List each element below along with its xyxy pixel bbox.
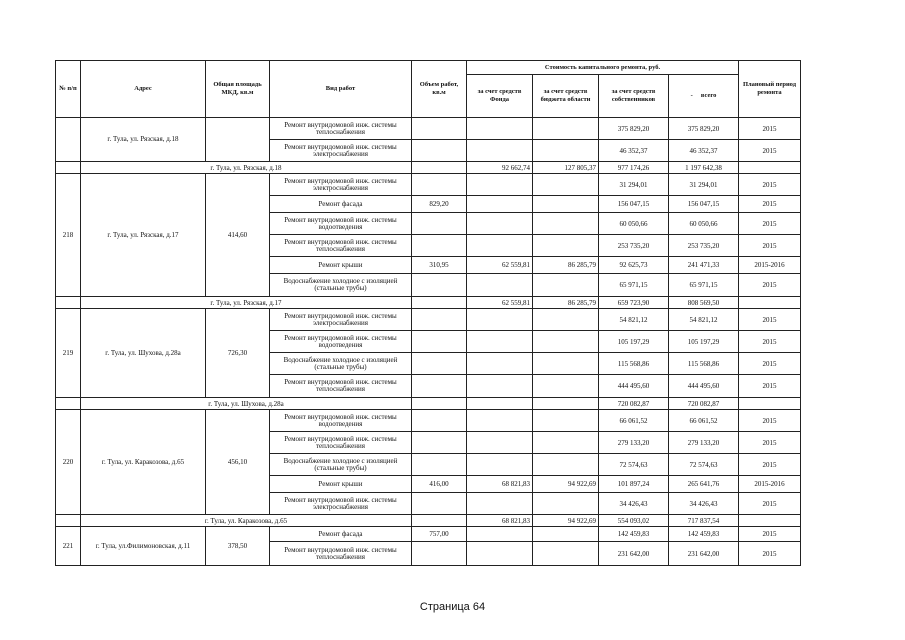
area-cell: 378,50 [206,527,270,566]
volume-cell: 310,95 [412,257,467,274]
owners-cost-cell: 46 352,37 [599,140,669,162]
work-type-cell: Ремонт внутридомовой инж. системы электроснабжения [270,493,412,515]
fund-cost-cell [467,309,533,331]
row-number: 220 [56,410,81,515]
fund-cost-cell [467,454,533,476]
volume-cell: 829,20 [412,196,467,213]
header-volume: Объем работ, кв.м [412,61,467,118]
work-type-cell: Ремонт внутридомовой инж. системы электроснабжения [270,174,412,196]
fund-cost-cell [467,331,533,353]
total-cost-cell: 253 735,20 [669,235,739,257]
region-cost-cell [533,375,599,398]
region-cost-cell [533,331,599,353]
region-cost-cell [533,174,599,196]
region-cost-cell [533,196,599,213]
fund-cost-cell [467,375,533,398]
total-cost-cell: 241 471,33 [669,257,739,274]
fund-cost-cell [467,542,533,566]
subtotal-volume-cell [412,515,467,527]
area-cell: 414,60 [206,174,270,297]
subtotal-fund [467,398,533,410]
area-cell: 456,10 [206,410,270,515]
period-cell: 2015 [739,375,801,398]
address-cell: г. Тула, ул. Рязская, д.17 [81,174,206,297]
header-region: за счет средств бюджета области [533,75,599,118]
header-fund: за счет средств Фонда [467,75,533,118]
subtotal-row [56,162,801,174]
period-cell: 2015 [739,331,801,353]
subtotal-owners: 659 723,90 [599,297,669,309]
subtotal-address: г. Тула, ул. Шухова, д.28а [81,398,412,410]
owners-cost-cell: 253 735,20 [599,235,669,257]
subtotal-address: г. Тула, ул. Рязская, д.17 [81,297,412,309]
header-total-cell [669,75,739,118]
work-type-cell: Водоснабжение холодное с изоляцией (стальные трубы) [270,454,412,476]
owners-cost-cell: 375 829,20 [599,118,669,140]
subtotal-total: 1 197 642,38 [669,162,739,174]
subtotal-period-cell [739,515,801,527]
subtotal-owners: 720 082,87 [599,398,669,410]
row-number: 219 [56,309,81,398]
row-number: 221 [56,527,81,566]
total-cost-cell: 105 197,29 [669,331,739,353]
work-type-cell: Ремонт внутридомовой инж. системы электроснабжения [270,309,412,331]
total-cost-cell: 231 642,00 [669,542,739,566]
fund-cost-cell [467,174,533,196]
subtotal-period-cell [739,398,801,410]
capital-repair-table [55,60,801,566]
period-cell: 2015 [739,410,801,432]
period-cell: 2015 [739,196,801,213]
period-cell: 2015 [739,309,801,331]
owners-cost-cell: 66 061,52 [599,410,669,432]
period-cell: 2015 [739,235,801,257]
subtotal-region: 86 285,79 [533,297,599,309]
owners-cost-cell: 279 133,20 [599,432,669,454]
period-cell: 2015 [739,353,801,375]
region-cost-cell [533,118,599,140]
subtotal-address: г. Тула, ул. Рязская, д.18 [81,162,412,174]
address-cell: г. Тула, ул. Рязская, д.18 [81,118,206,162]
total-cost-cell: 66 061,52 [669,410,739,432]
address-cell: г. Тула, ул. Шухова, д.28а [81,309,206,398]
subtotal-total: 720 082,87 [669,398,739,410]
subtotal-num-cell [56,398,81,410]
header-total: всего [700,92,717,99]
subtotal-volume-cell [412,297,467,309]
total-cost-cell: 65 971,15 [669,274,739,297]
period-cell: 2015 [739,432,801,454]
volume-cell: 757,00 [412,527,467,542]
work-type-cell: Ремонт внутридомовой инж. системы теплоснабжения [270,542,412,566]
header-owners: за счет средств собственников [599,75,669,118]
owners-cost-cell: 31 294,01 [599,174,669,196]
subtotal-fund: 62 559,81 [467,297,533,309]
total-cost-cell: 265 641,76 [669,476,739,493]
subtotal-total: 808 569,50 [669,297,739,309]
work-type-cell: Ремонт внутридомовой инж. системы теплоснабжения [270,118,412,140]
period-cell: 2015-2016 [739,476,801,493]
subtotal-region: 94 922,69 [533,515,599,527]
subtotal-row [56,398,801,410]
work-type-cell: Ремонт крыши [270,476,412,493]
volume-cell [412,375,467,398]
subtotal-volume-cell [412,398,467,410]
header-address: Адрес [81,61,206,118]
total-cost-cell: 444 495,60 [669,375,739,398]
subtotal-region: 127 805,37 [533,162,599,174]
owners-cost-cell: 105 197,29 [599,331,669,353]
fund-cost-cell [467,196,533,213]
period-cell: 2015 [739,140,801,162]
subtotal-period-cell [739,162,801,174]
work-type-cell: Ремонт фасада [270,196,412,213]
table-body [56,118,801,566]
region-cost-cell [533,353,599,375]
work-type-cell: Водоснабжение холодное с изоляцией (стальные трубы) [270,353,412,375]
work-type-cell: Ремонт внутридомовой инж. системы водоотведения [270,331,412,353]
owners-cost-cell: 34 426,43 [599,493,669,515]
fund-cost-cell [467,432,533,454]
work-type-cell: Ремонт внутридомовой инж. системы теплоснабжения [270,432,412,454]
subtotal-num-cell [56,162,81,174]
volume-cell [412,235,467,257]
fund-cost-cell [467,410,533,432]
owners-cost-cell: 142 459,83 [599,527,669,542]
period-cell: 2015 [739,454,801,476]
period-cell: 2015 [739,542,801,566]
owners-cost-cell: 156 047,15 [599,196,669,213]
total-cost-cell: 31 294,01 [669,174,739,196]
subtotal-fund: 68 821,83 [467,515,533,527]
work-type-cell: Ремонт фасада [270,527,412,542]
fund-cost-cell [467,527,533,542]
subtotal-volume-cell [412,162,467,174]
table-row [56,410,801,432]
work-type-cell: Ремонт внутридомовой инж. системы теплоснабжения [270,375,412,398]
volume-cell [412,174,467,196]
table-row [56,174,801,196]
fund-cost-cell [467,140,533,162]
period-cell: 2015 [739,213,801,235]
subtotal-period-cell [739,297,801,309]
subtotal-num-cell [56,297,81,309]
subtotal-row [56,515,801,527]
region-cost-cell [533,410,599,432]
volume-cell [412,274,467,297]
owners-cost-cell: 444 495,60 [599,375,669,398]
owners-cost-cell: 65 971,15 [599,274,669,297]
volume-cell [412,432,467,454]
region-cost-cell [533,454,599,476]
region-cost-cell [533,527,599,542]
owners-cost-cell: 92 625,73 [599,257,669,274]
work-type-cell: Ремонт внутридомовой инж. системы теплоснабжения [270,235,412,257]
region-cost-cell: 86 285,79 [533,257,599,274]
fund-cost-cell [467,353,533,375]
page-number: Страница 64 [419,601,486,613]
period-cell: 2015 [739,527,801,542]
owners-cost-cell: 101 897,24 [599,476,669,493]
period-cell: 2015 [739,493,801,515]
region-cost-cell [533,140,599,162]
total-cost-cell: 142 459,83 [669,527,739,542]
fund-cost-cell [467,235,533,257]
period-cell: 2015 [739,118,801,140]
subtotal-address: г. Тула, ул. Каракозова, д.65 [81,515,412,527]
owners-cost-cell: 72 574,63 [599,454,669,476]
owners-cost-cell: 60 050,66 [599,213,669,235]
subtotal-total: 717 837,54 [669,515,739,527]
header-num: № п/п [56,61,81,118]
region-cost-cell [533,213,599,235]
row-number: 218 [56,174,81,297]
header-work: Вид работ [270,61,412,118]
total-cost-cell: 54 821,12 [669,309,739,331]
owners-cost-cell: 54 821,12 [599,309,669,331]
table-row [56,118,801,140]
header-cost-group: Стоимость капитального ремонта, руб. [467,61,739,75]
region-cost-cell [533,493,599,515]
volume-cell [412,542,467,566]
fund-cost-cell: 62 559,81 [467,257,533,274]
subtotal-owners: 554 093,02 [599,515,669,527]
total-cost-cell: 72 574,63 [669,454,739,476]
table-row [56,527,801,542]
volume-cell: 416,00 [412,476,467,493]
row-number [56,118,81,162]
total-cost-cell: 60 050,66 [669,213,739,235]
total-cost-cell: 34 426,43 [669,493,739,515]
region-cost-cell [533,274,599,297]
subtotal-num-cell [56,515,81,527]
fund-cost-cell [467,493,533,515]
total-cost-cell: 279 133,20 [669,432,739,454]
owners-cost-cell: 231 642,00 [599,542,669,566]
header-period: Плановый период ремонта [739,61,801,118]
address-cell: г. Тула, ул.Филимоновская, д.11 [81,527,206,566]
region-cost-cell [533,309,599,331]
header-owners-mark: - [690,92,693,99]
table-row [56,309,801,331]
work-type-cell: Водоснабжение холодное с изоляцией (стальные трубы) [270,274,412,297]
subtotal-owners: 977 174,26 [599,162,669,174]
volume-cell [412,140,467,162]
subtotal-fund: 92 662,74 [467,162,533,174]
volume-cell [412,493,467,515]
total-cost-cell: 115 568,86 [669,353,739,375]
fund-cost-cell: 68 821,83 [467,476,533,493]
fund-cost-cell [467,274,533,297]
volume-cell [412,309,467,331]
fund-cost-cell [467,213,533,235]
region-cost-cell: 94 922,69 [533,476,599,493]
volume-cell [412,213,467,235]
region-cost-cell [533,432,599,454]
fund-cost-cell [467,118,533,140]
area-cell: 726,30 [206,309,270,398]
volume-cell [412,331,467,353]
work-type-cell: Ремонт внутридомовой инж. системы водоотведения [270,410,412,432]
owners-cost-cell: 115 568,86 [599,353,669,375]
work-type-cell: Ремонт крыши [270,257,412,274]
work-type-cell: Ремонт внутридомовой инж. системы водоотведения [270,213,412,235]
total-cost-cell: 46 352,37 [669,140,739,162]
area-cell [206,118,270,162]
volume-cell [412,118,467,140]
subtotal-row [56,297,801,309]
period-cell: 2015 [739,274,801,297]
address-cell: г. Тула, ул. Каракозова, д.65 [81,410,206,515]
total-cost-cell: 375 829,20 [669,118,739,140]
region-cost-cell [533,542,599,566]
period-cell: 2015 [739,174,801,196]
region-cost-cell [533,235,599,257]
period-cell: 2015-2016 [739,257,801,274]
volume-cell [412,353,467,375]
header-area: Общая площадь МКД, кв.м [206,61,270,118]
subtotal-region [533,398,599,410]
volume-cell [412,454,467,476]
work-type-cell: Ремонт внутридомовой инж. системы электроснабжения [270,140,412,162]
total-cost-cell: 156 047,15 [669,196,739,213]
volume-cell [412,410,467,432]
